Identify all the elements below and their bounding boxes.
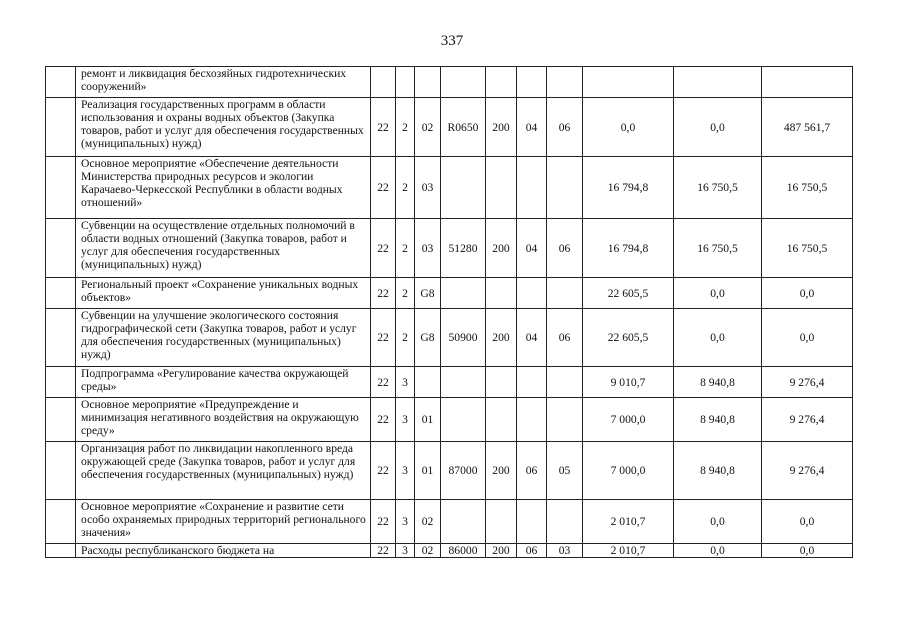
row-margin-cell xyxy=(46,500,76,544)
amount-2-cell: 0,0 xyxy=(674,278,762,309)
table-row xyxy=(46,500,853,544)
table-row xyxy=(46,367,853,398)
row-name-cell: Субвенции на улучшение экологического состояния гидрографической сети (Закупка товаров, работ и услуг для обеспечения государственных (муниципальных) нужд) xyxy=(76,309,371,367)
row-name-cell: Расходы республиканского бюджета на xyxy=(76,544,371,558)
code-e-cell xyxy=(486,278,517,309)
code-d-cell xyxy=(441,500,486,544)
code-a-cell: 22 xyxy=(371,500,396,544)
code-b-cell: 3 xyxy=(396,500,415,544)
row-name-cell: Организация работ по ликвидации накопленного вреда окружающей среде (Закупка товаров, работ и услуг для обеспечения государственных (муниципальных) нужд) xyxy=(76,442,371,500)
amount-1-cell: 9 010,7 xyxy=(583,367,674,398)
code-c-cell: 03 xyxy=(415,157,441,219)
table-row xyxy=(46,219,853,278)
code-b-cell: 3 xyxy=(396,398,415,442)
code-c-cell: 01 xyxy=(415,442,441,500)
row-margin-cell xyxy=(46,442,76,500)
table-row xyxy=(46,309,853,367)
row-margin-cell xyxy=(46,544,76,558)
code-g-cell: 05 xyxy=(547,442,583,500)
amount-2-cell: 0,0 xyxy=(674,500,762,544)
code-d-cell: 86000 xyxy=(441,544,486,558)
code-f-cell xyxy=(517,398,547,442)
amount-1-cell: 7 000,0 xyxy=(583,398,674,442)
amount-1-cell: 16 794,8 xyxy=(583,219,674,278)
code-b-cell: 3 xyxy=(396,442,415,500)
amount-3-cell xyxy=(762,67,853,98)
budget-table xyxy=(45,66,853,558)
code-d-cell xyxy=(441,398,486,442)
code-f-cell xyxy=(517,278,547,309)
table-row xyxy=(46,544,853,558)
code-a-cell: 22 xyxy=(371,98,396,157)
amount-1-cell: 22 605,5 xyxy=(583,278,674,309)
code-f-cell: 06 xyxy=(517,442,547,500)
code-f-cell xyxy=(517,157,547,219)
row-name-cell: Реализация государственных программ в области использования и охраны водных объектов (Закупка товаров, работ и услуг для обеспечения государственных (муниципальных) нужд) xyxy=(76,98,371,157)
row-margin-cell xyxy=(46,398,76,442)
code-b-cell: 3 xyxy=(396,544,415,558)
code-e-cell xyxy=(486,67,517,98)
code-c-cell: 01 xyxy=(415,398,441,442)
row-margin-cell xyxy=(46,219,76,278)
amount-2-cell: 0,0 xyxy=(674,544,762,558)
code-g-cell xyxy=(547,398,583,442)
amount-3-cell: 9 276,4 xyxy=(762,398,853,442)
table-row xyxy=(46,98,853,157)
row-margin-cell xyxy=(46,67,76,98)
code-g-cell: 06 xyxy=(547,98,583,157)
amount-1-cell: 7 000,0 xyxy=(583,442,674,500)
code-f-cell: 04 xyxy=(517,309,547,367)
code-e-cell xyxy=(486,157,517,219)
code-g-cell: 06 xyxy=(547,309,583,367)
amount-2-cell xyxy=(674,67,762,98)
table-body xyxy=(46,67,853,558)
code-e-cell: 200 xyxy=(486,544,517,558)
code-c-cell: G8 xyxy=(415,309,441,367)
code-a-cell: 22 xyxy=(371,309,396,367)
code-f-cell: 04 xyxy=(517,98,547,157)
amount-2-cell: 0,0 xyxy=(674,309,762,367)
code-b-cell xyxy=(396,67,415,98)
row-margin-cell xyxy=(46,367,76,398)
code-c-cell: 02 xyxy=(415,544,441,558)
code-g-cell xyxy=(547,278,583,309)
code-d-cell: 87000 xyxy=(441,442,486,500)
amount-1-cell: 2 010,7 xyxy=(583,500,674,544)
code-c-cell: 02 xyxy=(415,500,441,544)
amount-1-cell xyxy=(583,67,674,98)
amount-3-cell: 0,0 xyxy=(762,500,853,544)
code-b-cell: 2 xyxy=(396,309,415,367)
code-e-cell xyxy=(486,500,517,544)
code-c-cell xyxy=(415,367,441,398)
code-a-cell xyxy=(371,67,396,98)
code-g-cell: 06 xyxy=(547,219,583,278)
amount-2-cell: 8 940,8 xyxy=(674,398,762,442)
code-d-cell: 51280 xyxy=(441,219,486,278)
amount-1-cell: 2 010,7 xyxy=(583,544,674,558)
code-b-cell: 3 xyxy=(396,367,415,398)
code-a-cell: 22 xyxy=(371,398,396,442)
code-g-cell xyxy=(547,67,583,98)
amount-3-cell: 0,0 xyxy=(762,309,853,367)
amount-1-cell: 16 794,8 xyxy=(583,157,674,219)
table-row xyxy=(46,278,853,309)
row-margin-cell xyxy=(46,98,76,157)
row-name-cell: Основное мероприятие «Сохранение и развитие сети особо охраняемых природных территорий регионального значения» xyxy=(76,500,371,544)
code-d-cell xyxy=(441,157,486,219)
code-a-cell: 22 xyxy=(371,219,396,278)
code-c-cell: G8 xyxy=(415,278,441,309)
code-e-cell: 200 xyxy=(486,98,517,157)
code-b-cell: 2 xyxy=(396,278,415,309)
code-d-cell xyxy=(441,367,486,398)
table-row xyxy=(46,398,853,442)
code-f-cell xyxy=(517,67,547,98)
amount-2-cell: 8 940,8 xyxy=(674,442,762,500)
row-name-cell: Основное мероприятие «Обеспечение деятельности Министерства природных ресурсов и экологии Карачаево-Черкесской Республики в области водных отношений» xyxy=(76,157,371,219)
table-row xyxy=(46,157,853,219)
amount-2-cell: 8 940,8 xyxy=(674,367,762,398)
code-e-cell xyxy=(486,367,517,398)
code-g-cell xyxy=(547,500,583,544)
row-name-cell: ремонт и ликвидация бесхозяйных гидротехнических сооружений» xyxy=(76,67,371,98)
row-name-cell: Субвенции на осуществление отдельных полномочий в области водных отношений (Закупка товаров, работ и услуг для обеспечения государственных (муниципальных) нужд) xyxy=(76,219,371,278)
row-name-cell: Основное мероприятие «Предупреждение и минимизация негативного воздействия на окружающую среду» xyxy=(76,398,371,442)
amount-3-cell: 16 750,5 xyxy=(762,157,853,219)
code-d-cell xyxy=(441,67,486,98)
code-b-cell: 2 xyxy=(396,157,415,219)
row-margin-cell xyxy=(46,157,76,219)
code-b-cell: 2 xyxy=(396,219,415,278)
code-a-cell: 22 xyxy=(371,544,396,558)
amount-3-cell: 0,0 xyxy=(762,544,853,558)
row-margin-cell xyxy=(46,309,76,367)
amount-3-cell: 9 276,4 xyxy=(762,442,853,500)
code-c-cell xyxy=(415,67,441,98)
amount-2-cell: 0,0 xyxy=(674,98,762,157)
amount-1-cell: 22 605,5 xyxy=(583,309,674,367)
code-f-cell: 04 xyxy=(517,219,547,278)
code-c-cell: 02 xyxy=(415,98,441,157)
amount-3-cell: 9 276,4 xyxy=(762,367,853,398)
code-a-cell: 22 xyxy=(371,157,396,219)
amount-1-cell: 0,0 xyxy=(583,98,674,157)
amount-3-cell: 16 750,5 xyxy=(762,219,853,278)
code-d-cell: R0650 xyxy=(441,98,486,157)
code-g-cell xyxy=(547,367,583,398)
table-row xyxy=(46,442,853,500)
code-f-cell: 06 xyxy=(517,544,547,558)
code-f-cell xyxy=(517,500,547,544)
row-name-cell: Подпрограмма «Регулирование качества окружающей среды» xyxy=(76,367,371,398)
row-margin-cell xyxy=(46,278,76,309)
amount-2-cell: 16 750,5 xyxy=(674,219,762,278)
code-a-cell: 22 xyxy=(371,278,396,309)
code-a-cell: 22 xyxy=(371,442,396,500)
code-d-cell xyxy=(441,278,486,309)
amount-2-cell: 16 750,5 xyxy=(674,157,762,219)
code-e-cell xyxy=(486,398,517,442)
code-g-cell xyxy=(547,157,583,219)
code-e-cell: 200 xyxy=(486,309,517,367)
code-g-cell: 03 xyxy=(547,544,583,558)
amount-3-cell: 0,0 xyxy=(762,278,853,309)
code-e-cell: 200 xyxy=(486,442,517,500)
table-row xyxy=(46,67,853,98)
page-number: 337 xyxy=(440,33,464,49)
amount-3-cell: 487 561,7 xyxy=(762,98,853,157)
code-a-cell: 22 xyxy=(371,367,396,398)
code-d-cell: 50900 xyxy=(441,309,486,367)
code-b-cell: 2 xyxy=(396,98,415,157)
row-name-cell: Региональный проект «Сохранение уникальных водных объектов» xyxy=(76,278,371,309)
code-c-cell: 03 xyxy=(415,219,441,278)
code-f-cell xyxy=(517,367,547,398)
code-e-cell: 200 xyxy=(486,219,517,278)
